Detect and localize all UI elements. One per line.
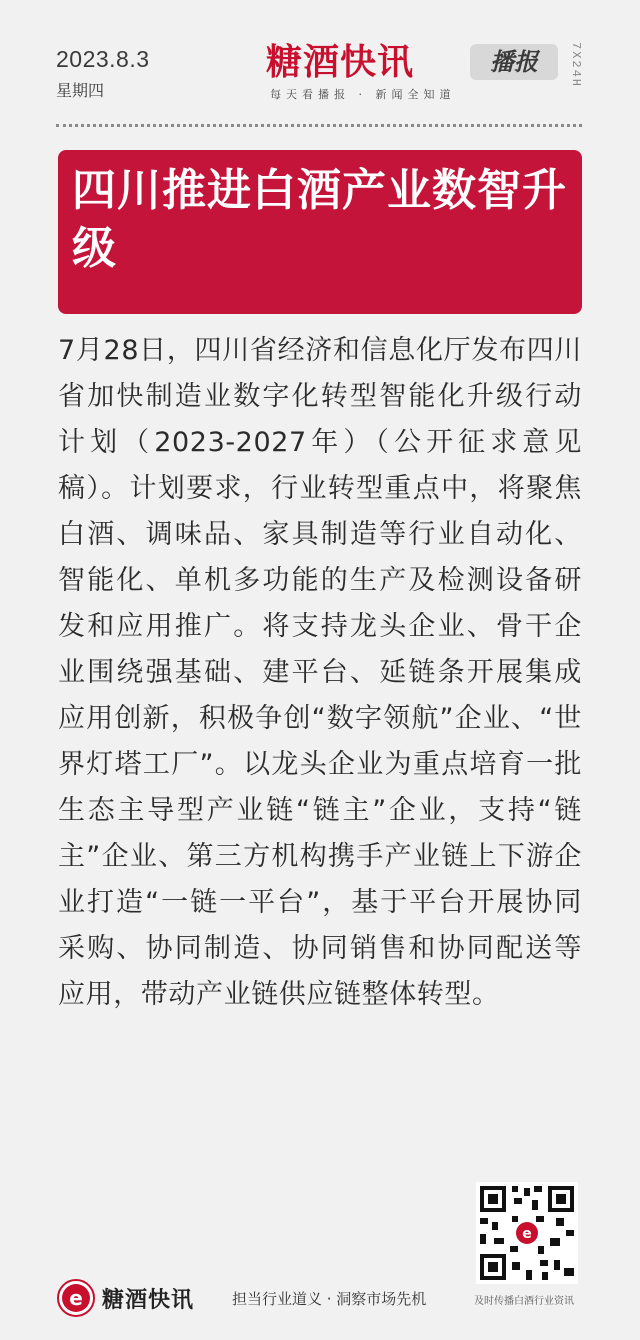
e-logo-icon <box>56 1278 96 1318</box>
vertical-tag: 7X24H <box>569 42 583 89</box>
footer-tagline: 及时传播白酒行业资讯 <box>474 1296 574 1307</box>
broadcast-badge: 播报 <box>470 44 558 80</box>
qr-code-icon <box>476 1182 578 1284</box>
date: 2023.8.3 <box>56 46 150 72</box>
title-banner <box>58 150 582 314</box>
header <box>0 0 640 120</box>
footer-slogan: 担当行业道义 · 洞察市场先机 <box>232 1290 427 1308</box>
header-slogan: 每天看播报 · 新闻全知道 <box>270 88 456 101</box>
brand-logo-text: 糖酒快讯 <box>266 41 415 83</box>
footer-brand: 糖酒快讯 <box>102 1288 195 1313</box>
article-body: 7月28日，四川省经济和信息化厅发布四川省加快制造业数字化转型智能化升级行动计划（2023-2027年）（公开征求意见稿）。计划要求，行业转型重点中，将聚焦白酒、调味品、家具制造等行业自动化、智能化、单机多功能的生产及检测设备研发和应用推广。将支持龙头企业、骨干企业围绕强基础、建平台、延链条开展集成应用创新，积极争创“数字领航”企业、“世界灯塔工厂”。以龙头企业为重点培育一批生态主导型产业链“链主”企业，支持“链主”企业、第三方机构携手产业链上下游企业打造“一链一平台”，基于平台开展协同采购、协同制造、协同销售和协同配送等应用，带动产业链供应链整体转型。 <box>58 335 582 1010</box>
svg-text:e: e <box>69 1286 83 1310</box>
svg-text:e: e <box>522 1226 532 1242</box>
article-title: 四川推进白酒产业数智升级 <box>72 165 567 274</box>
weekday: 星期四 <box>56 81 105 100</box>
divider <box>56 124 582 127</box>
